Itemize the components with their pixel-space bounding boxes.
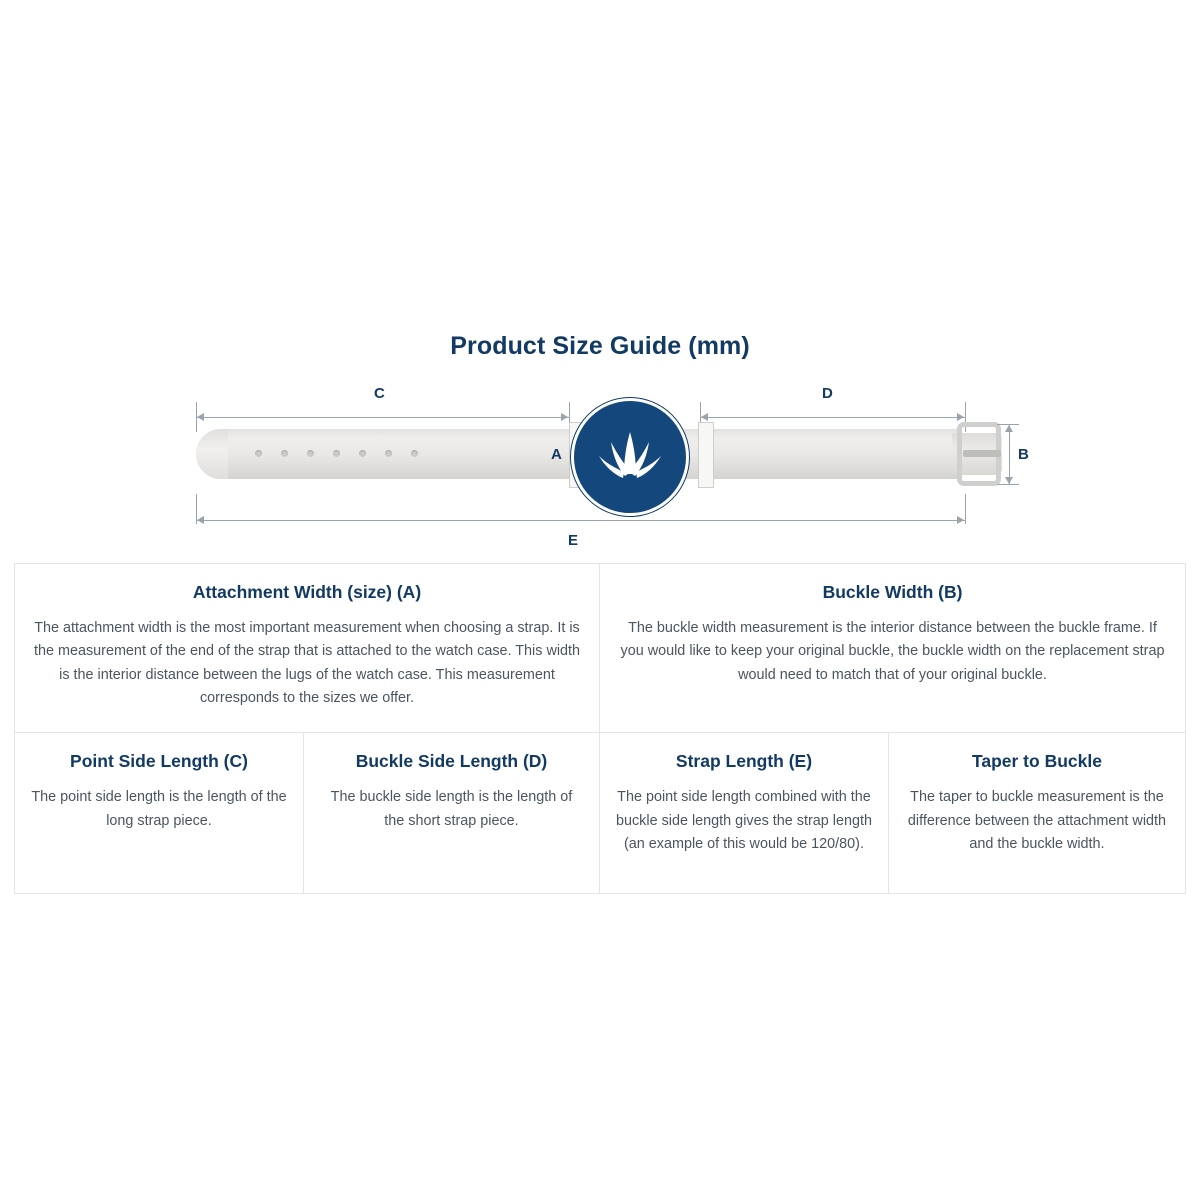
dim-e-arrow-right (957, 516, 964, 524)
definition-heading: Point Side Length (C) (70, 751, 248, 772)
dim-label-c: C (374, 385, 385, 402)
definition-text: The taper to buckle measurement is the difference between the attachment width and the buckle width. (907, 789, 1167, 852)
definition-taper-to-buckle (889, 733, 1185, 893)
dim-b-arrow-up (1005, 425, 1013, 432)
dim-c-line (196, 417, 569, 418)
page-title: Product Size Guide (mm) (450, 332, 750, 360)
dim-b-line (1009, 424, 1010, 484)
strap-hole (307, 450, 314, 457)
watch-strap-diagram (0, 380, 1200, 560)
dim-label-d: D (822, 385, 833, 402)
lug-plate-right (698, 422, 714, 488)
dim-label-b: B (1018, 446, 1029, 463)
table-row (15, 733, 1185, 893)
dim-d-arrow-left (701, 413, 708, 421)
strap-hole (359, 450, 366, 457)
watch-case (571, 398, 689, 516)
definition-heading: Strap Length (E) (675, 751, 813, 772)
strap-hole (333, 450, 340, 457)
buckle-tongue (963, 450, 1001, 457)
dim-e-line (196, 520, 965, 521)
dim-c-arrow-left (197, 413, 204, 421)
definition-attachment-width (15, 564, 600, 733)
definition-text: The buckle side length is the length of the short strap piece. (330, 789, 573, 829)
definition-heading: Buckle Width (B) (822, 582, 963, 602)
definition-heading: Attachment Width (size) (A) (192, 582, 422, 602)
dim-d-line (700, 417, 965, 418)
definition-strap-length (600, 733, 889, 893)
definition-text: The point side length combined with the buckle side length gives the strap length (an example of this would be 120/80). (615, 789, 872, 852)
definition-buckle-width (600, 564, 1185, 733)
dim-label-a: A (551, 446, 562, 463)
definition-heading: Buckle Side Length (D) (355, 751, 548, 772)
definition-point-side-length (15, 733, 304, 893)
dim-c-arrow-right (561, 413, 568, 421)
strap-hole (281, 450, 288, 457)
dim-b-arrow-down (1005, 477, 1013, 484)
strap-hole (255, 450, 262, 457)
dim-e-arrow-left (197, 516, 204, 524)
measurement-definitions-table (14, 563, 1186, 894)
dim-b-tick-bottom (997, 484, 1019, 485)
definition-text: The point side length is the length of the long strap piece. (31, 789, 287, 829)
strap-hole (385, 450, 392, 457)
strap-hole (411, 450, 418, 457)
dim-label-e: E (568, 532, 579, 549)
definition-buckle-side-length (304, 733, 600, 893)
definition-text: The attachment width is the most important measurement when choosing a strap. It is the measurement of the end of the strap that is attached to the watch case. This width is the interior distance between the lugs of the watch case. This measurement corresponds to the sizes we offer. (33, 620, 581, 706)
dim-d-arrow-right (957, 413, 964, 421)
table-row (15, 564, 1185, 733)
definition-text: The buckle width measurement is the interior distance between the buckle frame. If you would like to keep your original buckle, the buckle width on the replacement strap would need to match that of your original buckle. (620, 620, 1165, 683)
definition-heading: Taper to Buckle (971, 751, 1102, 772)
dim-e-tick-right (965, 494, 966, 524)
